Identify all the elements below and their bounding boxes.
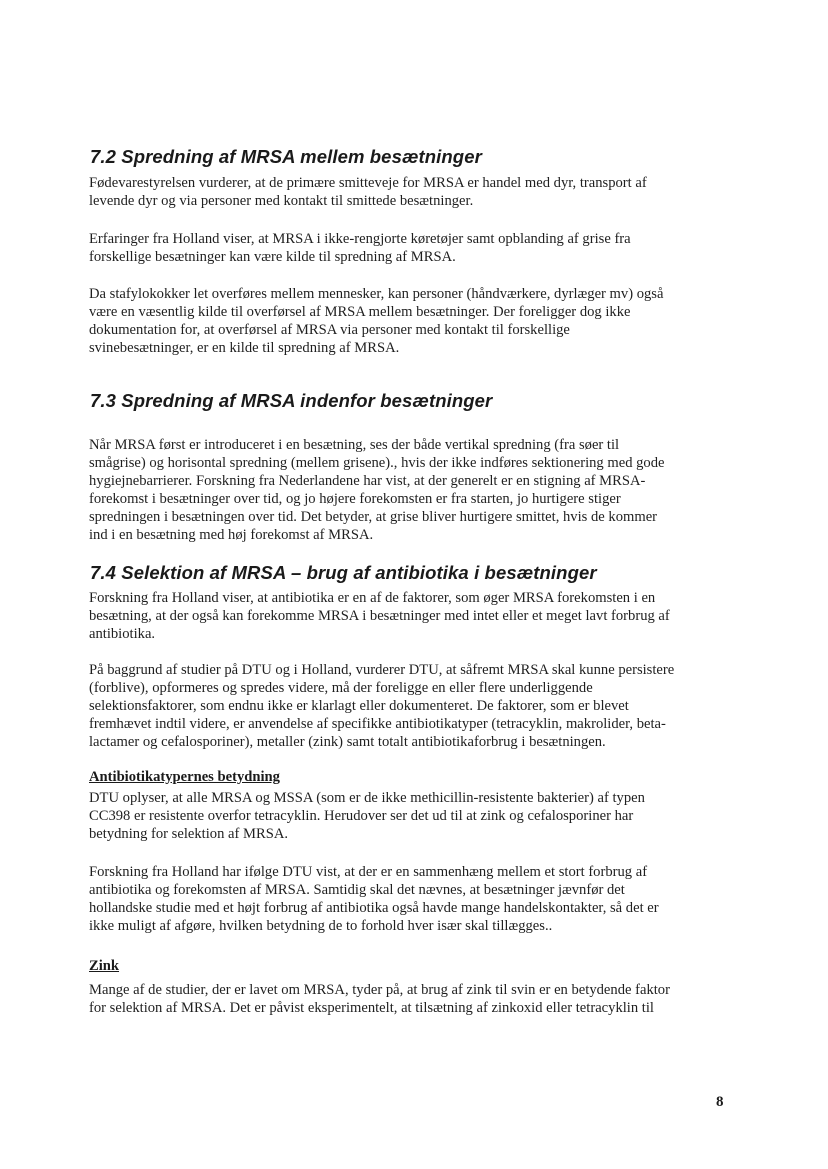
- text-line: lactamer og cefalosporiner), metaller (zink) samt totalt antibiotikaforbrug i besætningen.: [89, 734, 606, 751]
- paragraph: [89, 661, 729, 751]
- text-line: hygiejnebarrierer. Forskning fra Nederlandene har vist, at der generelt er en stigning af MRSA-: [89, 473, 646, 490]
- text-line: Da stafylokokker let overføres mellem mennesker, kan personer (håndværkere, dyrlæger mv) også: [89, 286, 664, 302]
- text-line: Fødevarestyrelsen vurderer, at de primære smitteveje for MRSA er handel med dyr, transport af: [89, 175, 647, 191]
- section-heading-7-4: 7.4 Selektion af MRSA – brug af antibiotika i besætninger: [90, 562, 597, 583]
- text-line: På baggrund af studier på DTU og i Holland, vurderer DTU, at såfremt MRSA skal kunne persistere: [89, 662, 675, 678]
- text-line: Når MRSA først er introduceret i en besætning, ses der både vertikal spredning (fra søer til: [89, 437, 620, 453]
- text-line: betydning for selektion af MRSA.: [89, 826, 289, 843]
- text-line: Forskning fra Holland har ifølge DTU vist, at der er en sammenhæng mellem et stort forbrug af: [89, 864, 648, 880]
- text-line: forekomst i besætninger over tid, og jo højere forekomsten er fra starten, jo hurtigere stiger: [89, 491, 621, 508]
- paragraph: [89, 436, 729, 545]
- text-line: besætning, at der også kan forekomme MRSA i besætninger med intet eller et meget lavt forbrug af: [89, 608, 670, 625]
- subheading-zink: Zink: [89, 958, 120, 974]
- text-line: spredningen i besætningen over tid. Det betyder, at grise bliver hurtigere smittet, hvis de kommer: [89, 509, 658, 526]
- paragraph: [89, 789, 729, 843]
- text-line: DTU oplyser, at alle MRSA og MSSA (som er de ikke methicillin-resistente bakterier) af typen: [89, 790, 645, 806]
- text-line: selektionsfaktorer, som endnu ikke er klarlagt eller dokumenteret. De faktorer, som er blevet: [89, 698, 629, 715]
- text-line: svinebesætninger, er en kilde til spredning af MRSA.: [89, 340, 400, 357]
- text-line: Mange af de studier, der er lavet om MRSA, tyder på, at brug af zink til svin er en betydende faktor: [89, 982, 670, 998]
- text-line: levende dyr og via personer med kontakt til smittede besætninger.: [89, 193, 474, 210]
- text-line: Forskning fra Holland viser, at antibiotika er en af de faktorer, som øger MRSA forekomsten i en: [89, 590, 656, 606]
- paragraph: [89, 174, 729, 210]
- page-number: 8: [716, 1094, 724, 1110]
- text-line: ind i en besætning med høj forekomst af MRSA.: [89, 527, 374, 544]
- paragraph: [89, 589, 729, 643]
- text-line: fremhævet indtil videre, er anvendelse af specifikke antibiotikatyper (tetracyklin, makrolider, beta-: [89, 716, 666, 733]
- paragraph: [89, 230, 729, 266]
- text-line: forskellige besætninger kan være kilde til spredning af MRSA.: [89, 249, 456, 266]
- paragraph: [89, 863, 729, 935]
- text-line: dokumentation for, at overførsel af MRSA via personer med kontakt til forskellige: [89, 322, 570, 339]
- text-line: for selektion af MRSA. Det er påvist eksperimentelt, at tilsætning af zinkoxid eller tetracyklin til: [89, 1000, 654, 1017]
- text-line: ikke muligt af afgøre, hvilken betydning de to forhold hver især skal tillægges..: [89, 918, 553, 935]
- text-line: Erfaringer fra Holland viser, at MRSA i ikke-rengjorte køretøjer samt opblanding af grise fra: [89, 231, 631, 247]
- section-heading-7-3: 7.3 Spredning af MRSA indenfor besætninger: [90, 390, 493, 411]
- text-line: CC398 er resistente overfor tetracyklin. Herudover ser det ud til at zink og cefalosporiner har: [89, 808, 634, 825]
- section-heading-7-2: 7.2 Spredning af MRSA mellem besætninger: [90, 146, 482, 167]
- subheading-antibiotikatypernes-betydning: Antibiotikatypernes betydning: [89, 769, 280, 785]
- text-line: antibiotika.: [89, 626, 156, 643]
- text-line: (forblive), opformeres og spredes videre, må der foreligge en eller flere underliggende: [89, 680, 593, 697]
- paragraph: [89, 981, 729, 1017]
- paragraph: [89, 285, 729, 357]
- text-line: smågrise) og horisontal spredning (mellem grisene)., hvis der ikke indføres sektionering med gode: [89, 455, 665, 472]
- text-line: være en væsentlig kilde til overførsel af MRSA mellem besætninger. Der foreligger dog ikke: [89, 304, 631, 321]
- text-line: antibiotika og forekomsten af MRSA. Samtidig skal det nævnes, at besætninger jævnfør det: [89, 882, 625, 899]
- text-line: hollandske studie med et højt forbrug af antibiotika også havde mange handelskontakter, så det er: [89, 900, 659, 917]
